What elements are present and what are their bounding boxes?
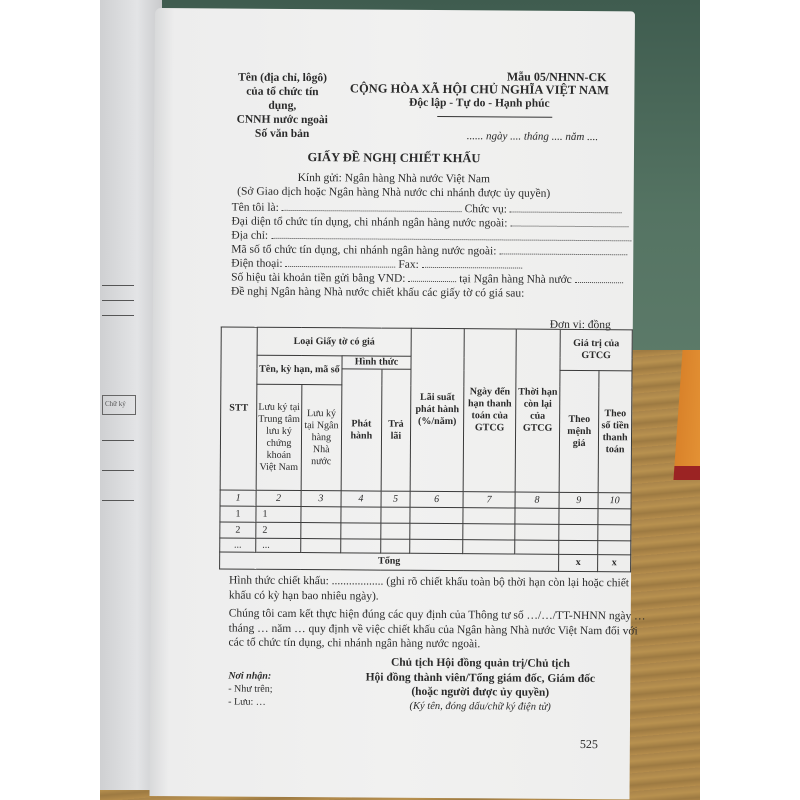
unit-label: Đơn vị: đồng: [549, 318, 611, 332]
table-row: 1 1: [220, 506, 631, 525]
header-depository-vsd: Lưu ký tại Trung tâm lưu ký chứng khoán Việt Nam: [256, 384, 302, 490]
header-interest-payment: Trả lãi: [381, 369, 411, 491]
issuer-block: [232, 71, 332, 142]
header-value: Giá trị của GTCG: [560, 329, 632, 371]
representative-blank: [510, 217, 628, 227]
name-blank: [282, 202, 462, 212]
total-row: Tổng x x: [220, 552, 631, 572]
addressee-note: (Sở Giao dịch hoặc Ngân hàng Nhà nước chi nhánh được ủy quyền): [237, 185, 551, 200]
document-title: GIẤY ĐỀ NGHỊ CHIẾT KHẤU: [307, 150, 481, 166]
header-remaining-term: Thời hạn còn lại của GTCG: [515, 329, 560, 492]
code-field: Mã số tổ chức tín dụng, chi nhánh ngân hàng nước ngoài:: [231, 244, 627, 259]
phone-fax-field: Điện thoại: Fax:: [231, 258, 522, 272]
address-blank: [271, 230, 631, 242]
account-blank: [408, 273, 456, 282]
issuer-line: của tổ chức tín dụng,: [246, 85, 319, 112]
national-motto: Độc lập - Tự do - Hạnh phúc: [409, 96, 550, 110]
motto-underline: [437, 116, 552, 118]
total-label: Tổng: [220, 552, 559, 571]
header-name-term-code: Tên, kỳ hạn, mã số: [257, 355, 342, 385]
form-page: [149, 8, 646, 799]
representative-field: Đại diện tổ chức tín dụng, chi nhánh ngân hàng nước ngoài:: [231, 216, 628, 231]
table-row: ... ...: [220, 538, 631, 555]
issuer-line: Tên (địa chỉ, lôgô): [238, 71, 327, 85]
name-field: Tên tôi là: Chức vụ:: [232, 202, 622, 217]
address-field: Địa chỉ:: [231, 230, 631, 245]
code-blank: [499, 245, 627, 255]
fax-blank: [422, 259, 522, 269]
header-face-value: Theo mệnh giá: [559, 370, 599, 492]
request-line: Đề nghị Ngân hàng Nhà nước chiết khấu các giấy tờ có giá sau:: [230, 285, 525, 300]
signer-block: Chủ tịch Hội đồng quản trị/Chủ tịch Hội đồng thành viên/Tổng giám đốc, Giám đốc (hoặc người được ủy quyền) (Ký tên, đóng dấu/chữ ký điện tử): [365, 656, 596, 713]
commitment-paragraph: Chúng tôi cam kết thực hiện đúng các quy định của Thông tư số …/…/TT-NHNN ngày … tháng … năm … quy định về việc chiết khấu của Ngân hàng Nhà nước Việt Nam đối với các tổ chức tín dụng, chi nhánh ngân hàng nước ngoài.: [228, 607, 646, 651]
header-stt: STT: [220, 327, 257, 490]
national-title: CỘNG HÒA XÃ HỘI CHỦ NGHĨA VIỆT NAM: [349, 81, 609, 98]
account-field: Số hiệu tài khoản tiền gửi bằng VND: tại Ngân hàng Nhà nước: [231, 272, 623, 287]
document-photo: [100, 0, 700, 800]
table-row: 2 2: [220, 522, 631, 541]
page-number: 525: [579, 736, 598, 752]
header-form: Hình thức: [342, 356, 411, 369]
column-number-row: 1 2 3 4 5 6 7 8 9 10: [220, 490, 631, 509]
addressee: Kính gửi: Ngân hàng Nhà nước Việt Nam: [297, 172, 491, 186]
header-maturity-date: Ngày đến hạn thanh toán của GTCG: [463, 329, 516, 492]
document-number-label: Số văn bản: [254, 127, 310, 141]
recipients: Nơi nhận: - Như trên; - Lưu: …: [228, 670, 273, 708]
previous-page: Chữ ký: [100, 0, 162, 790]
header-issuance: Phát hành: [341, 369, 382, 491]
issuer-line: CNNH nước ngoài: [236, 113, 328, 127]
discount-form: Hình thức chiết khấu: .................. (ghi rõ chiết khấu toàn bộ thời hạn còn lại hoặc chiết khấu có kỳ hạn bao nhiêu ngày).: [228, 574, 630, 603]
form-code: Mẫu 05/NHNN-CK: [506, 69, 607, 85]
securities-table: [219, 326, 633, 572]
position-blank: [510, 203, 622, 213]
bank-blank: [575, 274, 623, 283]
header-issue-rate: Lãi suất phát hành (%/năm): [410, 328, 464, 491]
date-line: ...... ngày .... tháng .... năm ....: [466, 130, 599, 144]
header-payment-amount: Theo số tiền thanh toán: [598, 371, 632, 493]
header-paper-type: Loại Giấy tờ có giá: [257, 327, 411, 356]
phone-blank: [285, 258, 395, 268]
header-depository-sbv: Lưu ký tại Ngân hàng Nhà nước: [301, 385, 342, 491]
